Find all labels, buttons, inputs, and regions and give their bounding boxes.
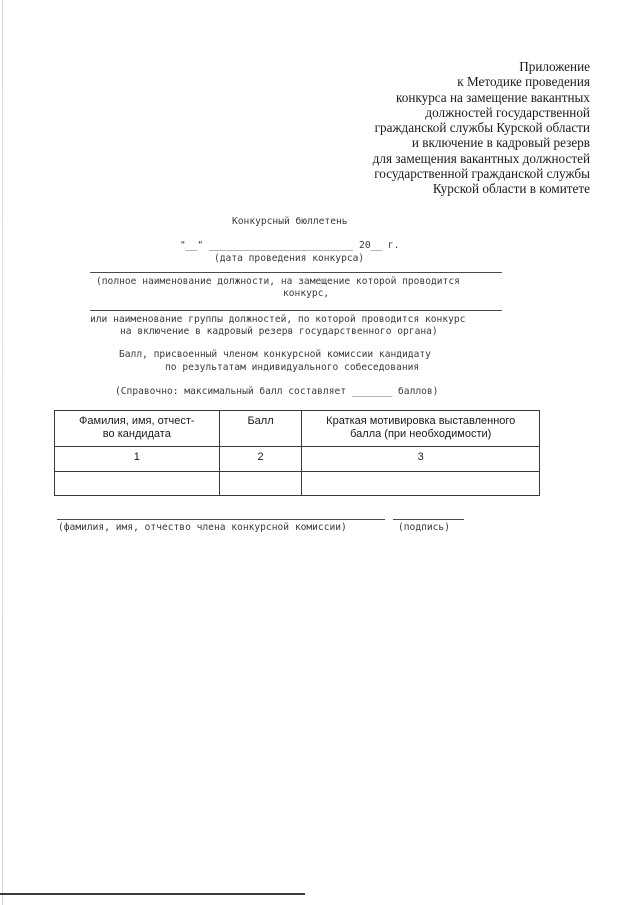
- date-line: "__" _________________________ 20__ г.: [180, 240, 400, 251]
- appendix-line: конкурса на замещение вакантных: [396, 89, 590, 105]
- appendix-line: Приложение: [519, 59, 590, 74]
- appendix-line: к Методике проведения: [457, 74, 590, 90]
- name-caption: (фамилия, имя, отчество члена конкурсной комиссии): [58, 522, 347, 533]
- name-signature-line: [57, 519, 385, 520]
- appendix-line: должностей государственной: [425, 104, 590, 120]
- candidate-name-cell: [55, 472, 220, 496]
- header-score: Балл: [219, 411, 302, 447]
- date-caption: (дата проведения конкурса): [214, 253, 365, 264]
- column-number: 3: [302, 447, 540, 472]
- appendix-line: и включение в кадровый резерв: [411, 135, 590, 151]
- position-caption: (полное наименование должности, на замещение которой проводится: [96, 276, 460, 287]
- group-underline: [90, 310, 502, 311]
- max-score-reference: (Справочно: максимальный балл составляет _______ баллов): [115, 386, 439, 397]
- scan-left-edge: [2, 0, 3, 905]
- appendix-line: гражданской службы Курской области: [374, 120, 590, 136]
- column-number: 1: [55, 447, 220, 472]
- motivation-cell: [302, 472, 540, 496]
- appendix-line: Курской области в комитете: [432, 181, 590, 197]
- scan-bottom-edge: [0, 893, 305, 895]
- table-header-row: [55, 411, 540, 447]
- position-underline: [90, 272, 502, 273]
- header-candidate-name: Фамилия, имя, отчест- во кандидата: [55, 411, 220, 447]
- column-number: 2: [219, 447, 302, 472]
- table-row: [55, 472, 540, 496]
- appendix-block: [290, 59, 590, 197]
- score-title: Балл, присвоенный членом конкурсной комиссии кандидату: [119, 349, 431, 360]
- group-caption: или наименование группы должностей, по которой проводится конкурс: [90, 314, 466, 325]
- group-caption-cont: на включение в кадровый резерв государственного органа): [120, 326, 438, 337]
- header-motivation: Краткая мотивировка выставленного балла (при необходимости): [302, 411, 540, 447]
- score-cell: [219, 472, 302, 496]
- sign-line: [393, 519, 464, 520]
- ballot-title: Конкурсный бюллетень: [232, 216, 348, 227]
- appendix-line: государственной гражданской службы: [374, 166, 590, 182]
- sign-caption: (подпись): [398, 522, 450, 533]
- table-number-row: [55, 447, 540, 472]
- appendix-line: для замещения вакантных должностей: [372, 150, 590, 166]
- position-caption-cont: конкурс,: [283, 288, 330, 299]
- score-title-cont: по результатам индивидуального собеседования: [165, 362, 420, 373]
- ballot-table: [54, 410, 540, 496]
